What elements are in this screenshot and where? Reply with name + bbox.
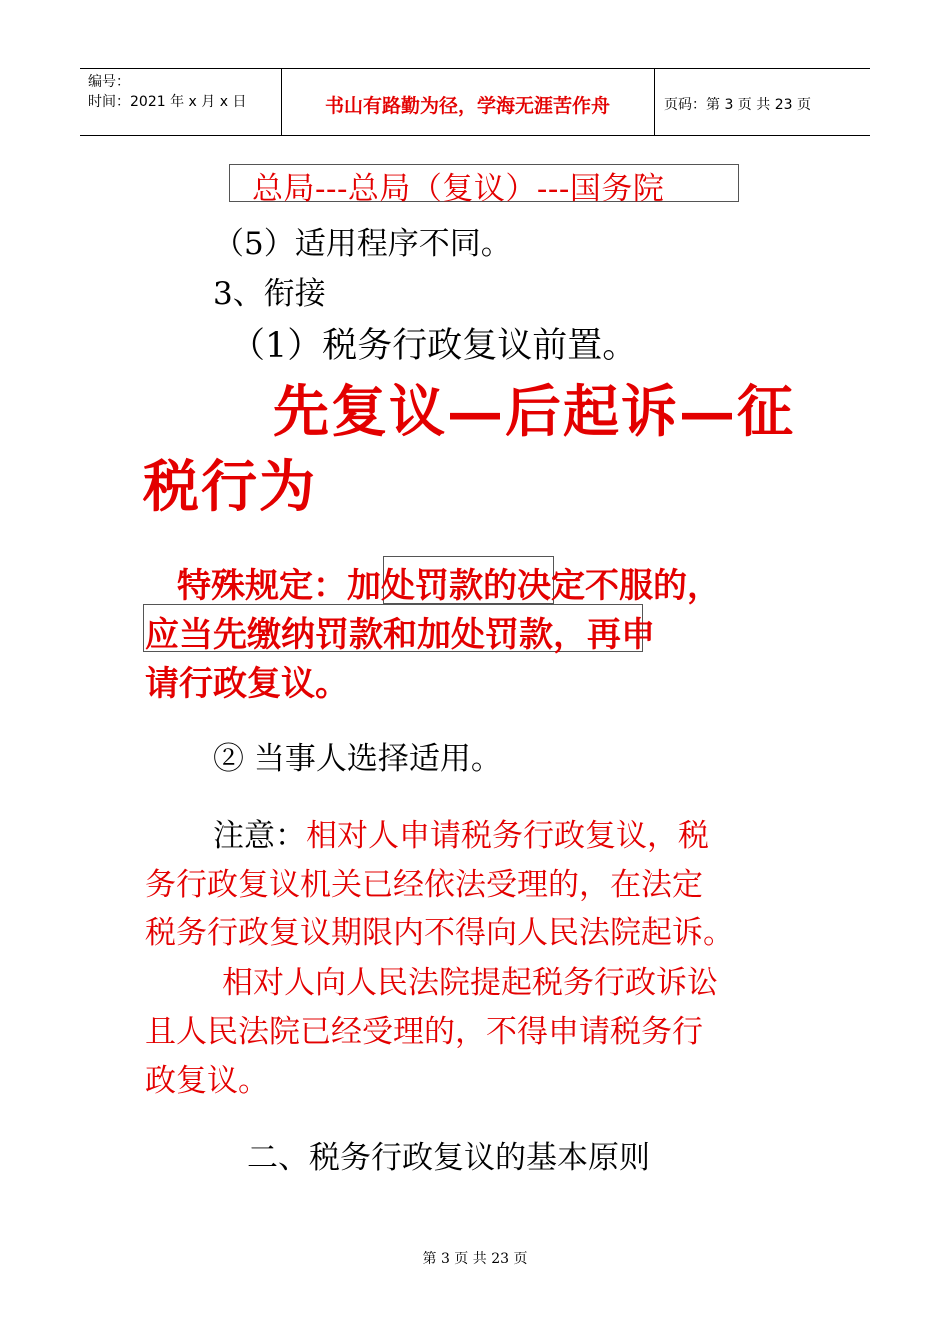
special-mid: 的决定不服的， [483, 566, 721, 606]
header-divider-right [654, 68, 655, 136]
note-line-5: 且人民法院已经受理的，不得申请税务行 [145, 1014, 703, 1050]
special-provision-line-3: 请行政复议。 [145, 664, 349, 704]
special-boxed-b: 应当先缴纳罚款和加处罚款 [145, 615, 553, 655]
header-motto: 书山有路勤为径，学海无涯苦作舟 [324, 95, 610, 117]
note-line-2: 务行政复议机关已经依法受理的，在法定 [145, 867, 703, 903]
section-2-heading: 二、税务行政复议的基本原则 [247, 1140, 650, 1176]
page-footer: 第 3 页 共 23 页 [422, 1251, 528, 1267]
note-line-3: 税务行政复议期限内不得向人民法院起诉。 [145, 915, 734, 951]
boxed-title-text: 总局---总局（复议）---国务院 [252, 171, 665, 207]
header-top-rule [80, 68, 870, 69]
special-boxed-a: 加处罚款 [347, 566, 483, 606]
emphasis-line-1: 先复议—后起诉—征 [273, 379, 795, 445]
header-page-info: 页码：第 3 页 共 23 页 [664, 97, 811, 113]
header-time-label: 时间：2021 年 x 月 x 日 [88, 94, 247, 110]
header-bottom-rule [80, 135, 870, 136]
note-label: 注意： [213, 818, 306, 854]
item-5-text: （5）适用程序不同。 [213, 226, 512, 262]
item-2-text: ② 当事人选择适用。 [213, 741, 502, 777]
section-3-heading: 3、衔接 [213, 276, 326, 312]
special-provision-line-2 [145, 607, 655, 656]
special-provision-line-1 [177, 558, 721, 607]
emphasis-line-2: 税行为 [143, 454, 317, 520]
item-1-text: （1）税务行政复议前置。 [230, 326, 638, 366]
note-line-1 [213, 810, 709, 855]
note-line-1-text: 相对人申请税务行政复议，税 [306, 818, 709, 854]
header-number-label: 编号： [88, 74, 130, 90]
special-prefix: 特殊规定： [177, 566, 347, 606]
note-line-6: 政复议。 [145, 1063, 269, 1099]
note-line-4: 相对人向人民法院提起税务行政诉讼 [222, 965, 718, 1001]
special-suffix: ，再申 [553, 615, 655, 655]
